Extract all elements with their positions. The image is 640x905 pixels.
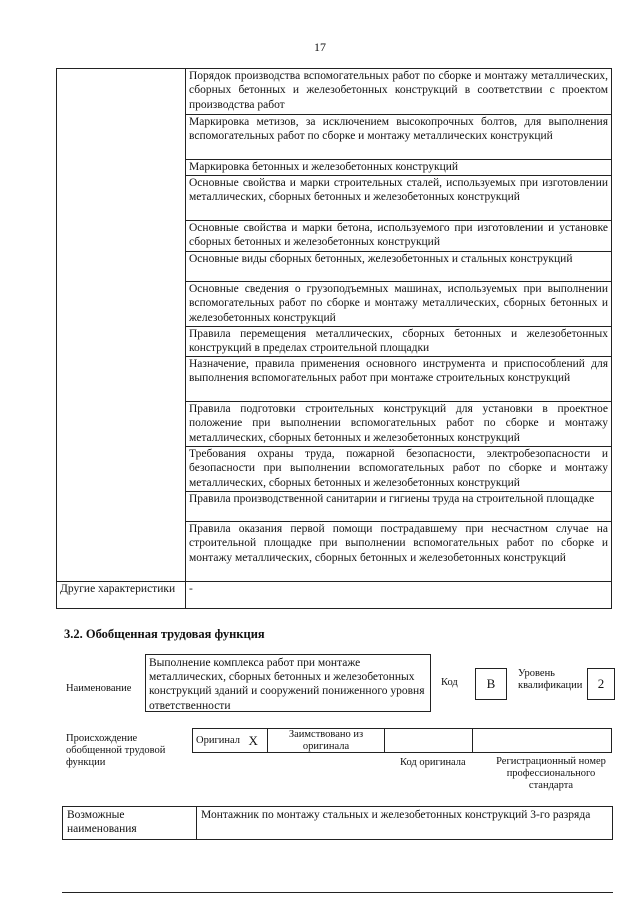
knowledge-item: Правила оказания первой помощи пострадавшему при несчастном случае на строительной площадке при выполнении вспомогательных работ по сборке и монтажу металлических, сборных бетонных и железобетонных конструкций — [186, 522, 612, 582]
original-code-cell — [385, 729, 473, 753]
possible-names-label: Возможные наименования — [63, 807, 197, 840]
knowledge-item: Назначение, правила применения основного инструмента и приспособлений для выполнения вспомогательных работ при монтаже строительных конструкций — [186, 357, 612, 402]
original-label: Оригинал — [193, 729, 248, 753]
knowledge-item: Требования охраны труда, пожарной безопасности, электробезопасности и безопасности при выполнении вспомогательных работ по сборке и монтажу металлических, сборных бетонных и железобетонных конструкций — [186, 447, 612, 492]
origin-label: Происхождение обобщенной трудовой функции — [66, 733, 166, 768]
name-label: Наименование — [66, 683, 132, 694]
knowledge-item: Основные виды сборных бетонных, железобетонных и стальных конструкций — [186, 252, 612, 282]
other-characteristics-value: - — [186, 582, 612, 609]
knowledge-item: Маркировка бетонных и железобетонных конструкций — [186, 160, 612, 176]
knowledge-item: Порядок производства вспомогательных работ по сборке и монтажу металлических, сборных бетонных и железобетонных конструкций в соответствии с проектом производства работ — [186, 69, 612, 115]
other-characteristics-label: Другие характеристики — [57, 582, 186, 609]
function-name-box: Выполнение комплекса работ при монтаже металлических, сборных бетонных и железобетонных конструкций зданий и сооружений пониженного уровня ответственности — [145, 654, 431, 712]
registration-number-cell — [473, 729, 612, 753]
possible-names-value: Монтажник по монтажу стальных и железобетонных конструкций 3-го разряда — [197, 807, 613, 840]
code-box: B — [475, 668, 507, 700]
qualification-level-label: Уровень квалификации — [518, 668, 583, 691]
knowledge-label-cell — [57, 69, 186, 582]
knowledge-item: Основные сведения о грузоподъемных машинах, используемых при выполнении вспомогательных работ по сборке и монтажу металлических, сборных бетонных и железобетонных конструкций — [186, 282, 612, 327]
page-number: 17 — [314, 40, 326, 54]
registration-number-caption: Регистрационный номер профессионального стандарта — [496, 756, 606, 791]
origin-table — [192, 728, 612, 753]
code-original-caption: Код оригинала — [400, 757, 466, 768]
knowledge-item: Основные свойства и марки строительных сталей, используемых при изготовлении металлических, сборных бетонных и железобетонных конструкций — [186, 176, 612, 221]
section-heading: 3.2. Обобщенная трудовая функция — [64, 627, 265, 641]
code-label: Код — [441, 677, 458, 688]
knowledge-item: Правила производственной санитарии и гигиены труда на строительной площадке — [186, 492, 612, 522]
qualification-level-box: 2 — [587, 668, 615, 700]
knowledge-item: Маркировка метизов, за исключением высокопрочных болтов, для выполнения вспомогательных работ по сборке и монтажу металлических конструкций — [186, 115, 612, 160]
knowledge-table — [56, 68, 612, 609]
possible-names-table — [62, 806, 613, 840]
knowledge-item: Правила подготовки строительных конструкций для установки в проектное положение при выполнении вспомогательных работ по сборке и монтажу металлических, сборных бетонных и железобетонных конструкций — [186, 402, 612, 447]
bottom-rule — [62, 892, 613, 893]
knowledge-item: Правила перемещения металлических, сборных бетонных и железобетонных конструкций в пределах строительной площадки — [186, 327, 612, 357]
borrowed-label: Заимствовано из оригинала — [268, 729, 385, 753]
original-mark: X — [248, 729, 268, 753]
knowledge-item: Основные свойства и марки бетона, используемого при изготовлении и установке сборных бетонных и железобетонных конструкций — [186, 221, 612, 252]
